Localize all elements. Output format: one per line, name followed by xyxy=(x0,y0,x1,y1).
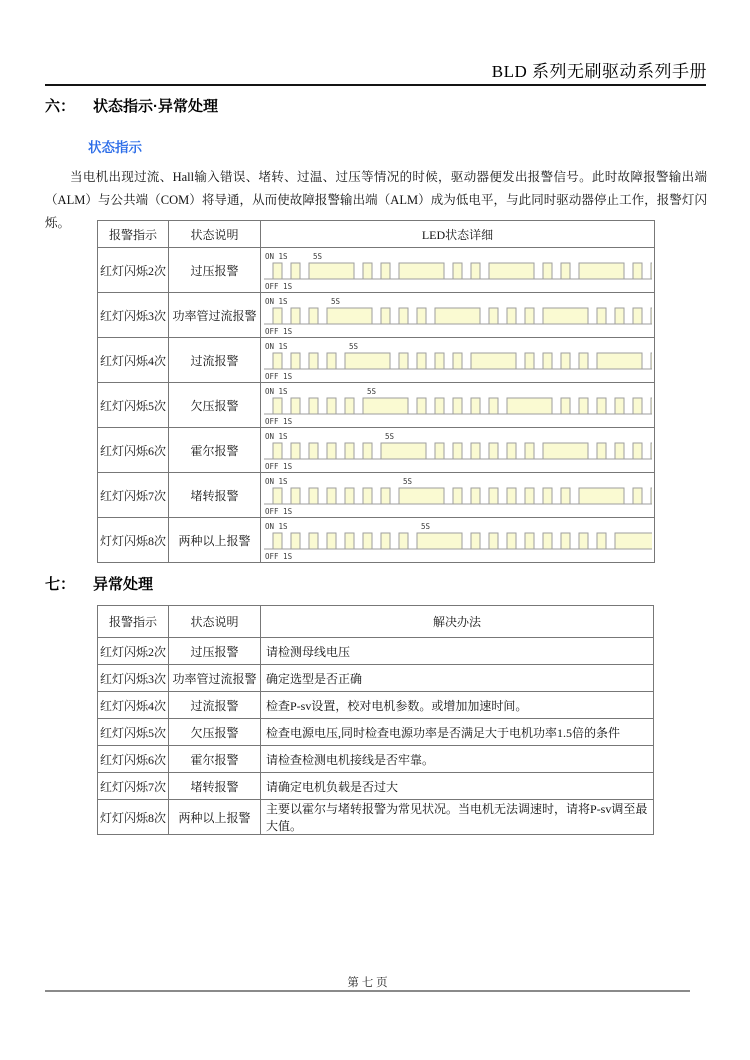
status-cell: 功率管过流报警 xyxy=(169,665,261,692)
alarm-indicator-cell: 红灯闪烁2次 xyxy=(98,638,169,665)
section-6-heading xyxy=(45,95,218,116)
table-row xyxy=(98,773,654,800)
solution-cell: 请确定电机负载是否过大 xyxy=(261,773,654,800)
led-waveform xyxy=(263,385,652,426)
alarm-indicator-cell: 红灯闪烁4次 xyxy=(98,338,169,383)
alarm-indicator-cell: 红灯闪烁6次 xyxy=(98,428,169,473)
footer-divider xyxy=(45,958,690,992)
alarm-indicator-cell: 红灯闪烁3次 xyxy=(98,293,169,338)
svg-text:5S: 5S xyxy=(403,476,413,486)
led-waveform xyxy=(263,295,652,336)
table-row xyxy=(98,383,655,428)
solution-cell: 主要以霍尔与堵转报警为常见状况。当电机无法调速时，请将P-sv调至最大值。 xyxy=(261,800,654,835)
table-row xyxy=(98,800,654,835)
header-divider xyxy=(45,84,706,86)
status-cell: 霍尔报警 xyxy=(169,746,261,773)
table-row xyxy=(98,338,655,383)
status-cell: 霍尔报警 xyxy=(169,428,261,473)
alarm-indicator-cell: 灯灯闪烁8次 xyxy=(98,518,169,563)
section-7-number: 七： xyxy=(45,576,76,593)
table-row xyxy=(98,719,654,746)
table-header-row xyxy=(98,221,655,248)
intro-paragraph: 当电机出现过流、Hall输入错误、堵转、过温、过压等情况的时候，驱动器便发出报警信号。此时故障报警输出端（ALM）与公共端（COM）将导通，从而使故障报警输出端（ALM）成为低电平，与此同时驱动器停止工作，报警灯闪烁。 xyxy=(45,170,707,230)
status-cell: 两种以上报警 xyxy=(169,800,261,835)
col-header-led-detail: LED状态详细 xyxy=(261,221,655,248)
table-header-row xyxy=(98,606,654,638)
status-cell: 过流报警 xyxy=(169,692,261,719)
svg-text:ON 1S: ON 1S xyxy=(265,296,288,306)
svg-text:OFF 1S: OFF 1S xyxy=(265,506,293,516)
alarm-indicator-cell: 红灯闪烁5次 xyxy=(98,383,169,428)
table-row xyxy=(98,665,654,692)
svg-text:5S: 5S xyxy=(331,296,341,306)
svg-text:OFF 1S: OFF 1S xyxy=(265,326,293,336)
svg-text:OFF 1S: OFF 1S xyxy=(265,281,293,291)
table-row xyxy=(98,746,654,773)
status-cell: 堵转报警 xyxy=(169,773,261,800)
col-header-status: 状态说明 xyxy=(169,606,261,638)
svg-text:OFF 1S: OFF 1S xyxy=(265,416,293,426)
svg-text:5S: 5S xyxy=(421,521,431,531)
status-cell: 过压报警 xyxy=(169,638,261,665)
led-waveform-cell xyxy=(261,473,655,518)
solution-cell: 确定选型是否正确 xyxy=(261,665,654,692)
led-waveform-cell xyxy=(261,383,655,428)
table-row xyxy=(98,473,655,518)
status-cell: 功率管过流报警 xyxy=(169,293,261,338)
alarm-indicator-cell: 红灯闪烁4次 xyxy=(98,692,169,719)
col-header-status: 状态说明 xyxy=(169,221,261,248)
table-row xyxy=(98,518,655,563)
troubleshooting-table xyxy=(97,605,654,835)
led-waveform-cell xyxy=(261,518,655,563)
solution-cell: 检查电源电压,同时检查电源功率是否满足大于电机功率1.5倍的条件 xyxy=(261,719,654,746)
svg-text:ON 1S: ON 1S xyxy=(265,341,288,351)
alarm-indicator-cell: 红灯闪烁7次 xyxy=(98,773,169,800)
svg-text:ON 1S: ON 1S xyxy=(265,251,288,261)
svg-text:ON 1S: ON 1S xyxy=(265,521,288,531)
led-waveform xyxy=(263,340,652,381)
table-row xyxy=(98,248,655,293)
led-status-table xyxy=(97,220,655,563)
svg-text:OFF 1S: OFF 1S xyxy=(265,551,293,561)
col-header-solution: 解决办法 xyxy=(261,606,654,638)
svg-text:OFF 1S: OFF 1S xyxy=(265,371,293,381)
table-row xyxy=(98,428,655,473)
led-waveform-cell xyxy=(261,338,655,383)
svg-text:5S: 5S xyxy=(313,251,323,261)
table-row xyxy=(98,293,655,338)
status-cell: 两种以上报警 xyxy=(169,518,261,563)
section-7-heading xyxy=(45,573,153,594)
status-cell: 过压报警 xyxy=(169,248,261,293)
solution-cell: 请检测母线电压 xyxy=(261,638,654,665)
alarm-indicator-cell: 灯灯闪烁8次 xyxy=(98,800,169,835)
col-header-alarm: 报警指示 xyxy=(98,606,169,638)
svg-text:OFF 1S: OFF 1S xyxy=(265,461,293,471)
document-title: BLD 系列无刷驱动系列手册 xyxy=(491,62,707,81)
alarm-indicator-cell: 红灯闪烁5次 xyxy=(98,719,169,746)
led-waveform xyxy=(263,520,652,561)
led-waveform-cell xyxy=(261,293,655,338)
alarm-indicator-cell: 红灯闪烁2次 xyxy=(98,248,169,293)
solution-cell: 检查P-sv设置，校对电机参数。或增加加速时间。 xyxy=(261,692,654,719)
status-cell: 欠压报警 xyxy=(169,719,261,746)
section-6-number: 六： xyxy=(45,98,76,115)
svg-text:5S: 5S xyxy=(349,341,359,351)
led-waveform xyxy=(263,430,652,471)
status-cell: 过流报警 xyxy=(169,338,261,383)
section-7-title: 异常处理 xyxy=(93,576,154,593)
section-6-title: 状态指示·异常处理 xyxy=(93,98,219,115)
svg-text:ON 1S: ON 1S xyxy=(265,476,288,486)
solution-cell: 请检查检测电机接线是否牢靠。 xyxy=(261,746,654,773)
status-cell: 堵转报警 xyxy=(169,473,261,518)
svg-text:5S: 5S xyxy=(385,431,395,441)
status-indication-subtitle: 状态指示 xyxy=(88,140,142,155)
alarm-indicator-cell: 红灯闪烁6次 xyxy=(98,746,169,773)
svg-text:ON 1S: ON 1S xyxy=(265,431,288,441)
led-waveform xyxy=(263,475,652,516)
svg-text:5S: 5S xyxy=(367,386,377,396)
svg-text:ON 1S: ON 1S xyxy=(265,386,288,396)
status-cell: 欠压报警 xyxy=(169,383,261,428)
table-row xyxy=(98,692,654,719)
alarm-indicator-cell: 红灯闪烁7次 xyxy=(98,473,169,518)
page-number: 第 七 页 xyxy=(347,977,388,989)
table-row xyxy=(98,638,654,665)
alarm-indicator-cell: 红灯闪烁3次 xyxy=(98,665,169,692)
led-waveform-cell xyxy=(261,428,655,473)
led-waveform-cell xyxy=(261,248,655,293)
led-waveform xyxy=(263,250,652,291)
col-header-alarm: 报警指示 xyxy=(98,221,169,248)
